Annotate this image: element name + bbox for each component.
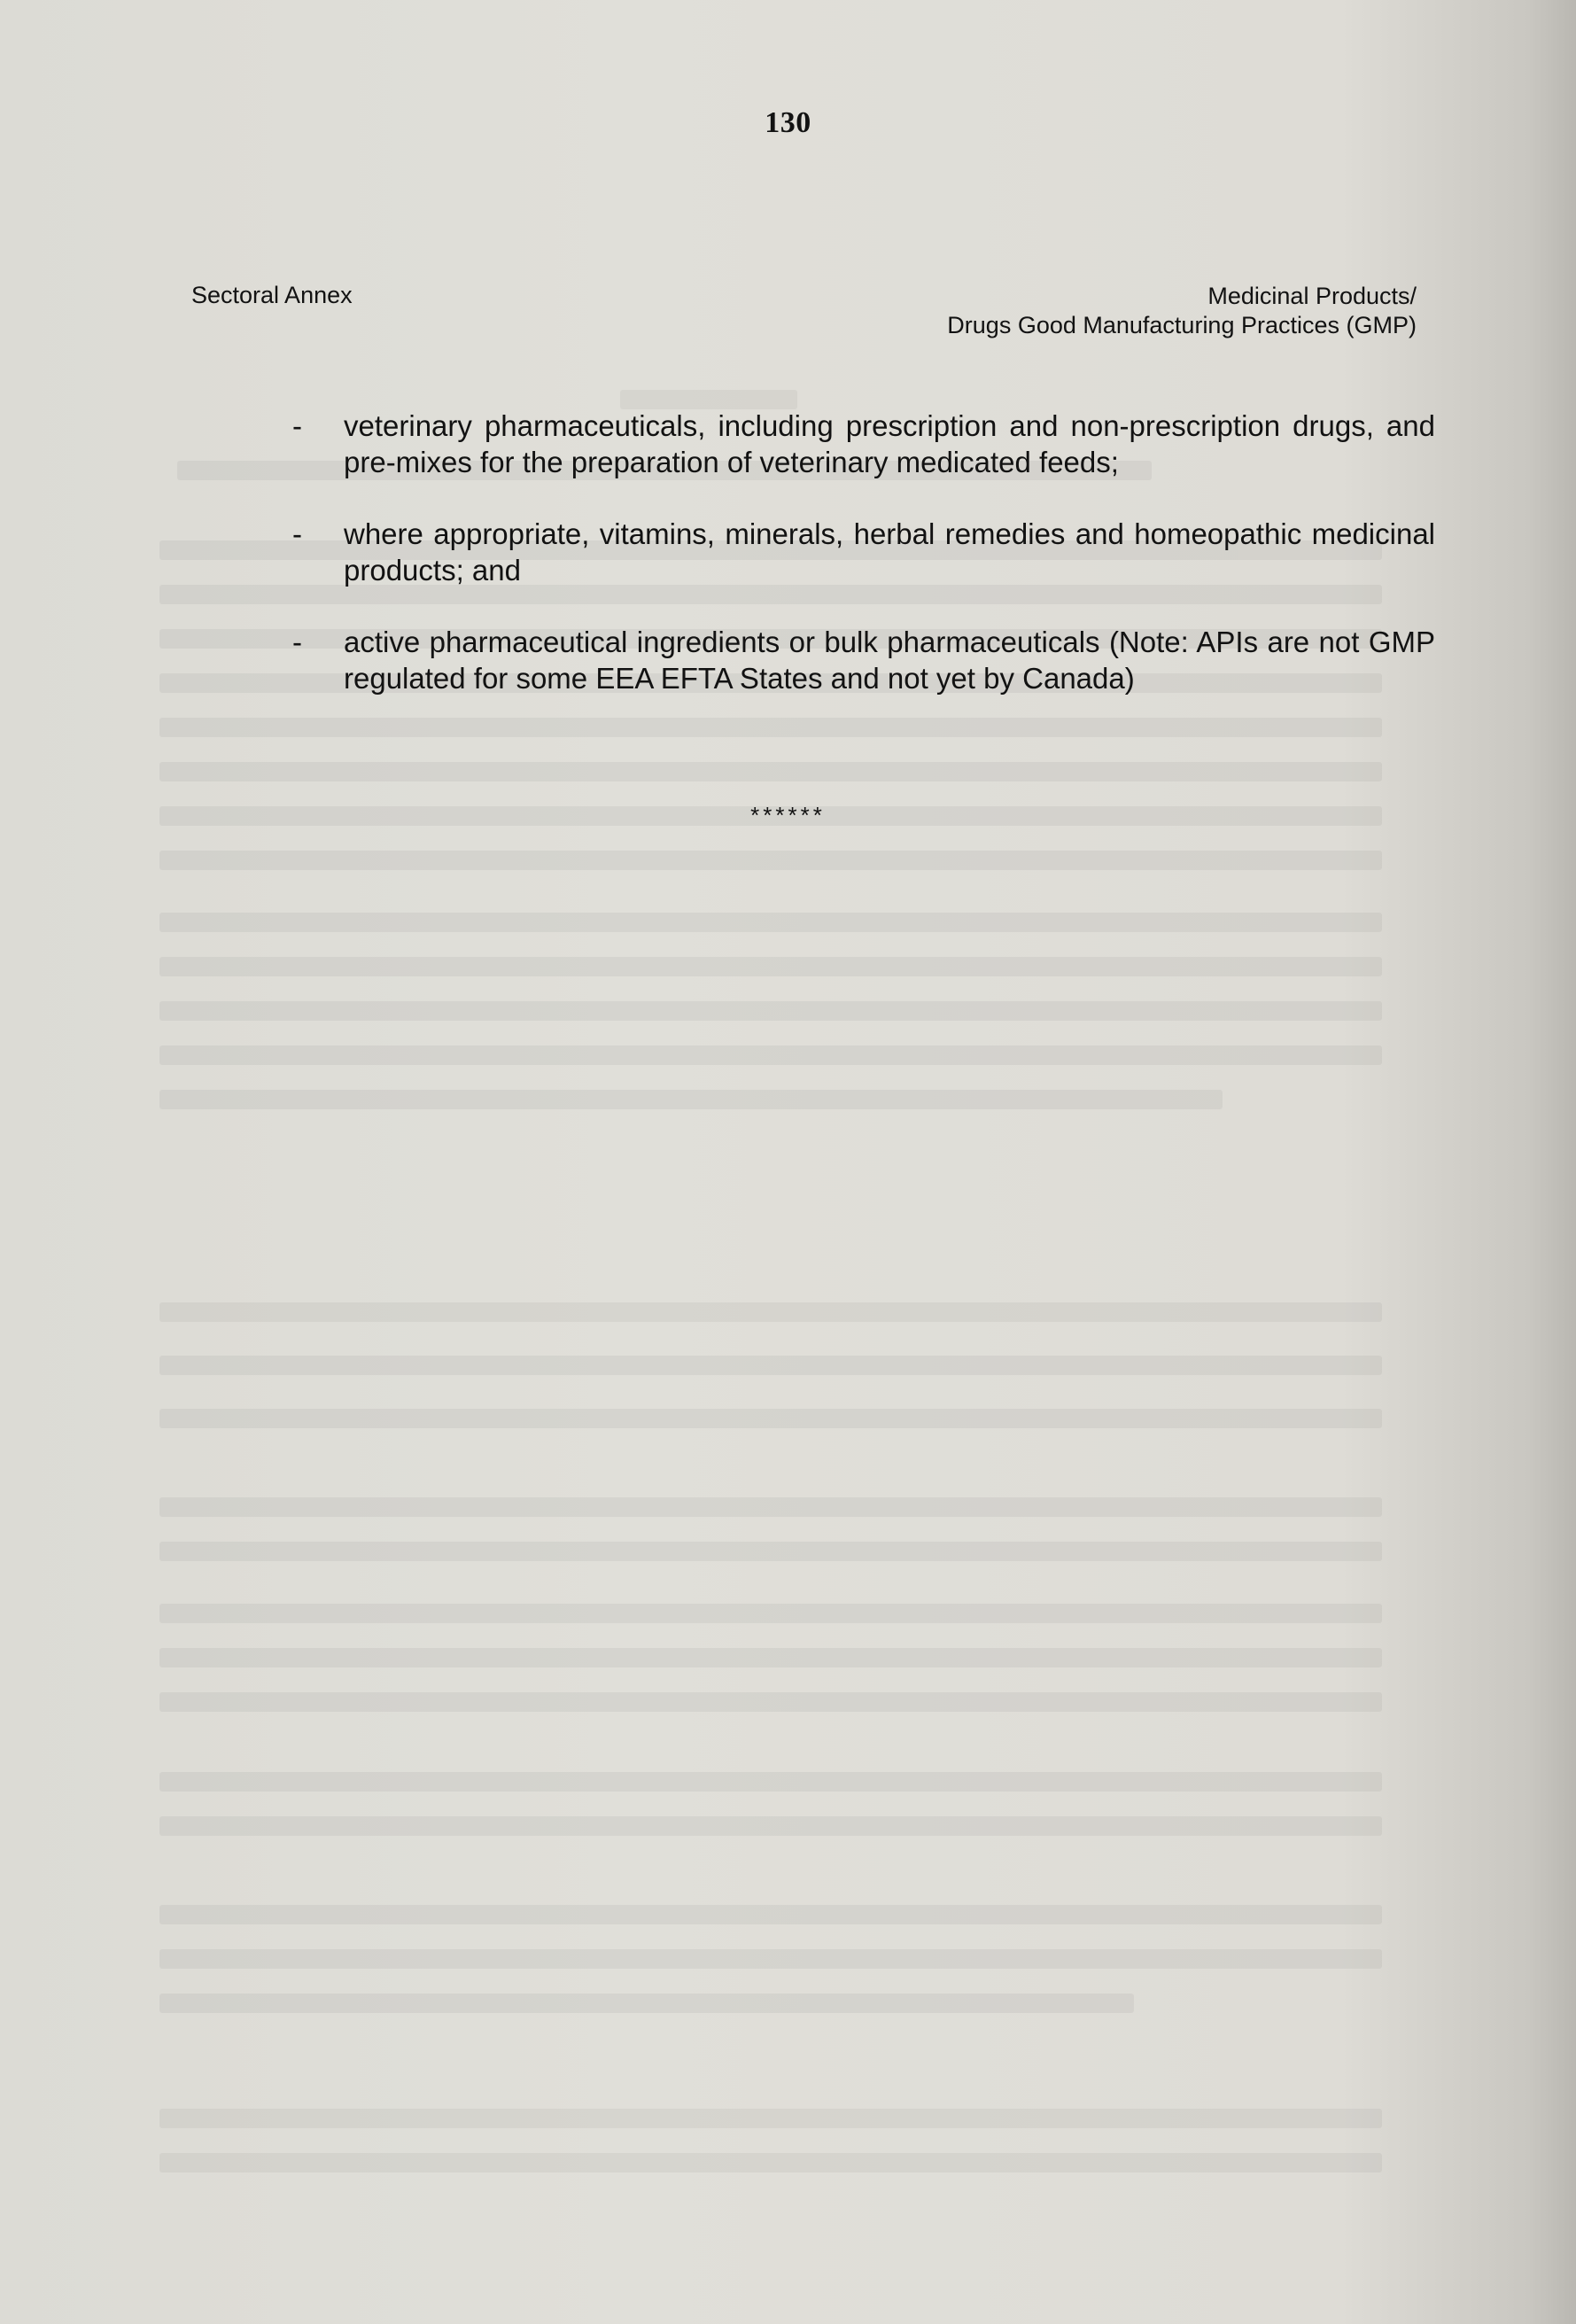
header-annex-title-line1: Medicinal Products/ (1207, 283, 1417, 309)
list-bullet: - (292, 409, 302, 442)
header-annex-title-line2: Drugs Good Manufacturing Practices (GMP) (947, 312, 1417, 338)
list-item-text: active pharmaceutical ingredients or bulk pharmaceuticals (Note: APIs are not GMP regulated for some EEA EFTA States and not yet by Canada) (344, 626, 1435, 695)
list-bullet: - (292, 517, 302, 550)
list-item (292, 408, 1435, 480)
section-separator: ****** (750, 802, 826, 828)
product-list (292, 408, 1435, 732)
list-item-text: veterinary pharmaceuticals, including prescription and non-prescription drugs, and pre-mixes for the preparation of veterinary medicated feeds; (344, 409, 1435, 478)
list-item (292, 516, 1435, 588)
list-item-text: where appropriate, vitamins, minerals, herbal remedies and homeopathic medicinal products; and (344, 517, 1435, 587)
header-section-title: Sectoral Annex (191, 282, 353, 308)
list-item (292, 624, 1435, 696)
header-annex-title (947, 282, 1417, 340)
list-bullet: - (292, 626, 302, 658)
page-number: 130 (765, 106, 811, 139)
